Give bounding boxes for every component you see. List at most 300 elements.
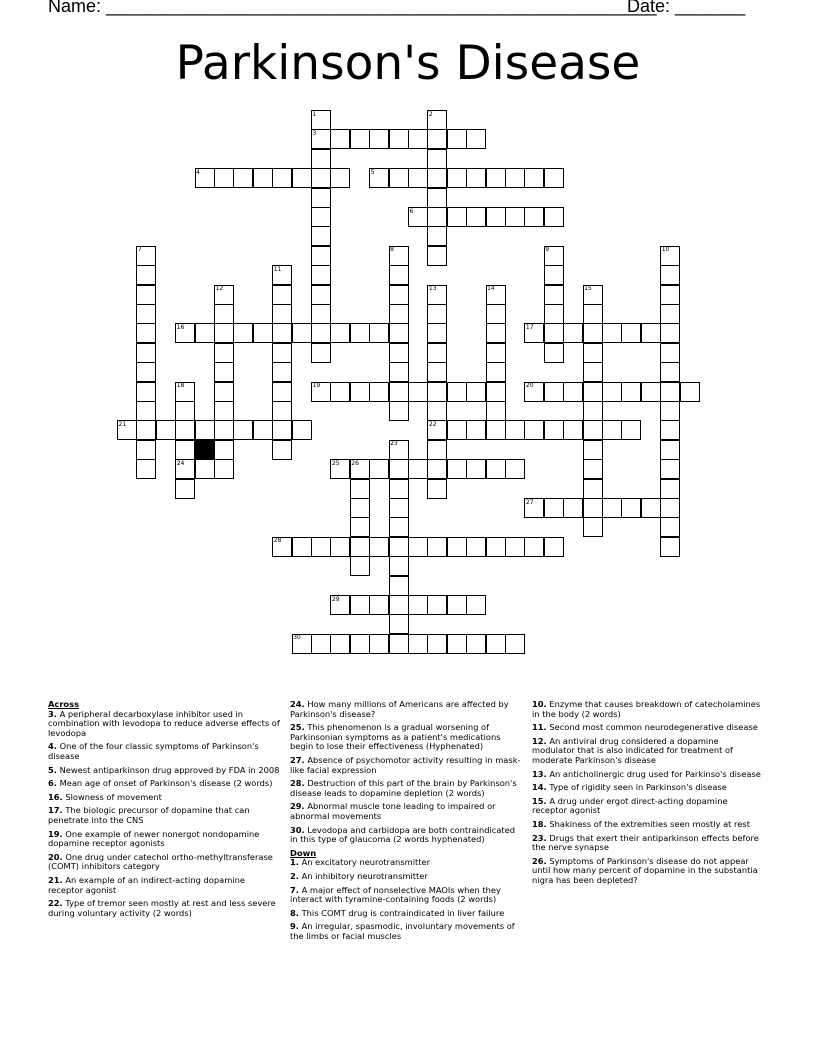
grid-cell[interactable]	[621, 382, 641, 402]
grid-cell[interactable]	[233, 323, 253, 343]
grid-cell[interactable]	[427, 188, 447, 208]
grid-cell[interactable]	[156, 420, 176, 440]
grid-cell[interactable]	[408, 634, 428, 654]
clue-number: 25	[331, 459, 340, 467]
grid-cell[interactable]	[660, 440, 680, 460]
grid-cell[interactable]	[486, 634, 506, 654]
grid-cell[interactable]	[389, 459, 409, 479]
grid-cell[interactable]	[621, 323, 641, 343]
grid-cell[interactable]	[136, 265, 156, 285]
grid-cell[interactable]	[447, 459, 467, 479]
grid-cell[interactable]	[583, 323, 603, 343]
clue-number: 6	[409, 207, 414, 215]
clue-item	[48, 806, 280, 825]
grid-cell[interactable]	[486, 362, 506, 382]
grid-cell[interactable]	[427, 323, 447, 343]
grid-cell[interactable]	[621, 498, 641, 518]
grid-cell[interactable]	[583, 459, 603, 479]
grid-cell[interactable]	[505, 207, 525, 227]
grid-cell[interactable]	[350, 517, 370, 537]
grid-cell[interactable]	[544, 323, 564, 343]
grid-cell[interactable]	[544, 382, 564, 402]
grid-cell[interactable]	[311, 343, 331, 363]
clue-number-label: 15.	[532, 795, 547, 806]
grid-cell[interactable]	[214, 323, 234, 343]
grid-cell[interactable]	[330, 634, 350, 654]
grid-cell[interactable]	[602, 382, 622, 402]
grid-cell[interactable]	[641, 498, 661, 518]
clue-number: 28	[273, 537, 282, 545]
clue-number-label: 5.	[48, 764, 57, 775]
grid-cell[interactable]	[486, 168, 506, 188]
grid-cell[interactable]	[427, 304, 447, 324]
grid-cell[interactable]	[447, 420, 467, 440]
grid-cell[interactable]	[524, 420, 544, 440]
grid-cell[interactable]	[466, 420, 486, 440]
grid-cell[interactable]	[427, 537, 447, 557]
grid-cell[interactable]	[427, 149, 447, 169]
grid-cell[interactable]	[136, 362, 156, 382]
clue-item	[48, 779, 280, 789]
grid-cell[interactable]	[486, 343, 506, 363]
clue-item	[532, 770, 764, 780]
grid-cell[interactable]	[389, 265, 409, 285]
grid-cell[interactable]	[427, 168, 447, 188]
grid-cell[interactable]	[466, 634, 486, 654]
grid-cell[interactable]	[311, 265, 331, 285]
grid-cell[interactable]	[583, 440, 603, 460]
grid-cell[interactable]	[389, 285, 409, 305]
grid-cell[interactable]	[369, 595, 389, 615]
grid-cell[interactable]	[369, 323, 389, 343]
grid-cell[interactable]	[408, 168, 428, 188]
grid-cell[interactable]	[350, 634, 370, 654]
grid-cell[interactable]	[466, 207, 486, 227]
grid-cell[interactable]	[233, 420, 253, 440]
grid-cell[interactable]	[505, 634, 525, 654]
grid-cell[interactable]	[466, 168, 486, 188]
grid-cell[interactable]	[660, 479, 680, 499]
clue-text: Mean age of onset of Parkinson's disease (2 words)	[56, 778, 273, 789]
grid-cell[interactable]	[563, 323, 583, 343]
clue-number-label: 1.	[290, 857, 299, 868]
clue-item	[290, 723, 522, 752]
clue-item	[532, 857, 764, 886]
puzzle-title: Parkinson's Disease	[175, 36, 641, 91]
grid-cell[interactable]	[660, 517, 680, 537]
grid-cell[interactable]	[660, 343, 680, 363]
clue-number-label: 3.	[48, 708, 57, 719]
clue-number: 19	[312, 382, 321, 390]
grid-cell[interactable]	[447, 382, 467, 402]
grid-cell[interactable]	[350, 382, 370, 402]
clue-number-label: 23.	[532, 832, 547, 843]
grid-cell[interactable]	[660, 537, 680, 557]
grid-cell[interactable]	[447, 207, 467, 227]
clue-item	[532, 834, 764, 853]
clue-item	[290, 826, 522, 845]
down-heading: Down	[290, 847, 317, 858]
grid-cell[interactable]	[136, 285, 156, 305]
grid-cell[interactable]	[660, 459, 680, 479]
grid-cell[interactable]	[427, 382, 447, 402]
across-heading: Across	[48, 699, 80, 709]
grid-cell[interactable]	[350, 479, 370, 499]
grid-cell[interactable]	[602, 498, 622, 518]
clue-text: Second most common neurodegenerative disease	[546, 722, 758, 733]
grid-cell[interactable]	[408, 537, 428, 557]
grid-cell[interactable]	[389, 498, 409, 518]
grid-cell[interactable]	[389, 129, 409, 149]
grid-cell[interactable]	[369, 382, 389, 402]
grid-cell[interactable]	[486, 323, 506, 343]
grid-cell[interactable]	[389, 323, 409, 343]
grid-cell[interactable]	[583, 362, 603, 382]
grid-cell[interactable]	[272, 168, 292, 188]
grid-cell[interactable]	[389, 343, 409, 363]
grid-cell[interactable]	[660, 265, 680, 285]
grid-cell[interactable]	[369, 129, 389, 149]
clue-column-2	[290, 700, 522, 945]
grid-cell[interactable]	[486, 382, 506, 402]
grid-cell[interactable]	[389, 401, 409, 421]
grid-cell[interactable]	[660, 420, 680, 440]
grid-cell[interactable]	[195, 323, 215, 343]
grid-cell[interactable]	[447, 537, 467, 557]
grid-cell[interactable]	[427, 401, 447, 421]
grid-cell[interactable]	[272, 343, 292, 363]
grid-cell[interactable]	[311, 304, 331, 324]
grid-cell[interactable]	[563, 420, 583, 440]
clue-number-label: 2.	[290, 870, 299, 881]
grid-cell[interactable]	[486, 304, 506, 324]
grid-cell[interactable]	[660, 362, 680, 382]
clue-column-3	[532, 700, 764, 890]
grid-cell[interactable]	[583, 517, 603, 537]
grid-cell[interactable]	[505, 168, 525, 188]
grid-cell[interactable]	[311, 168, 331, 188]
clue-number-label: 20.	[48, 851, 63, 862]
clue-text: Newest antiparkinson drug approved by FDA in 2008	[56, 764, 280, 775]
grid-cell[interactable]	[175, 401, 195, 421]
clue-text: A major effect of nonselective MAOIs when they interact with tyramine-containing foods (2 words)	[290, 884, 501, 905]
grid-cell[interactable]	[427, 595, 447, 615]
grid-cell[interactable]	[389, 168, 409, 188]
grid-cell[interactable]	[466, 382, 486, 402]
grid-cell[interactable]	[524, 207, 544, 227]
grid-cell[interactable]	[214, 401, 234, 421]
grid-cell[interactable]	[544, 498, 564, 518]
grid-cell[interactable]	[292, 323, 312, 343]
grid-cell[interactable]	[427, 479, 447, 499]
clue-text: Type of rigidity seen in Parkinson's disease	[546, 782, 727, 793]
grid-cell[interactable]	[583, 382, 603, 402]
grid-cell[interactable]	[408, 595, 428, 615]
grid-cell[interactable]	[583, 304, 603, 324]
grid-cell[interactable]	[427, 459, 447, 479]
clue-text: Drugs that exert their antiparkinson effects before the nerve synapse	[532, 832, 759, 853]
grid-cell[interactable]	[369, 634, 389, 654]
grid-cell[interactable]	[136, 420, 156, 440]
grid-cell[interactable]	[272, 382, 292, 402]
clue-number-label: 8.	[290, 907, 299, 918]
grid-cell[interactable]	[311, 246, 331, 266]
grid-cell[interactable]	[389, 634, 409, 654]
clue-text: One of the four classic symptoms of Parkinson's disease	[48, 741, 259, 761]
grid-cell[interactable]	[389, 614, 409, 634]
clue-text: This COMT drug is contraindicated in liver failure	[298, 907, 505, 918]
grid-cell[interactable]	[505, 459, 525, 479]
grid-cell[interactable]	[427, 362, 447, 382]
clue-number-label: 27.	[290, 754, 305, 765]
grid-cell[interactable]	[602, 420, 622, 440]
clue-number-label: 4.	[48, 741, 57, 752]
grid-cell[interactable]	[486, 459, 506, 479]
grid-cell[interactable]	[466, 129, 486, 149]
clue-number-label: 21.	[48, 874, 63, 885]
grid-cell[interactable]	[369, 537, 389, 557]
grid-cell[interactable]	[272, 401, 292, 421]
clue-item	[48, 853, 280, 872]
grid-cell[interactable]	[272, 362, 292, 382]
grid-cell[interactable]	[466, 459, 486, 479]
grid-cell[interactable]	[350, 537, 370, 557]
clue-number: 7	[137, 246, 142, 254]
grid-cell[interactable]	[214, 168, 234, 188]
clue-number-label: 28.	[290, 778, 305, 789]
grid-cell[interactable]	[660, 323, 680, 343]
grid-cell[interactable]	[136, 343, 156, 363]
grid-cell[interactable]	[544, 420, 564, 440]
clue-item	[290, 756, 522, 775]
clue-number-label: 24.	[290, 699, 305, 709]
clue-text: An anticholinergic drug used for Parkinso's disease	[546, 768, 761, 779]
grid-cell[interactable]	[660, 401, 680, 421]
grid-cell[interactable]	[408, 382, 428, 402]
grid-cell[interactable]	[544, 537, 564, 557]
grid-cell[interactable]	[447, 595, 467, 615]
grid-cell[interactable]	[563, 382, 583, 402]
grid-cell[interactable]	[253, 323, 273, 343]
grid-cell[interactable]	[583, 479, 603, 499]
clue-text: This phenomenon is a gradual worsening of Parkinsonian symptoms as a patient's medications begin to lose their effectiveness (Hyphenated)	[290, 722, 501, 752]
clue-item	[290, 700, 522, 719]
clue-number: 16	[176, 323, 185, 331]
name-field: Name: _______________________________________________________	[48, 0, 657, 16]
grid-cell[interactable]	[466, 537, 486, 557]
grid-cell[interactable]	[389, 595, 409, 615]
grid-cell[interactable]	[486, 420, 506, 440]
grid-cell[interactable]	[272, 304, 292, 324]
grid-cell[interactable]	[524, 537, 544, 557]
grid-cell[interactable]	[330, 382, 350, 402]
grid-cell[interactable]	[427, 207, 447, 227]
clue-number: 12	[215, 285, 224, 293]
grid-cell[interactable]	[408, 459, 428, 479]
grid-cell[interactable]	[486, 401, 506, 421]
grid-cell[interactable]	[175, 479, 195, 499]
clue-text: Abnormal muscle tone leading to impaired or abnormal movements	[290, 801, 496, 821]
grid-cell[interactable]	[214, 304, 234, 324]
grid-cell[interactable]	[641, 323, 661, 343]
grid-cell[interactable]	[214, 343, 234, 363]
grid-cell[interactable]	[544, 343, 564, 363]
clue-text: An antiviral drug considered a dopamine modulator that is also indicated for treatment of moderate Parkinson's disease	[532, 735, 733, 765]
grid-cell[interactable]	[311, 226, 331, 246]
clue-number: 14	[487, 285, 495, 293]
clue-number: 27	[525, 498, 534, 506]
clue-column-1	[48, 700, 280, 922]
grid-cell[interactable]	[136, 459, 156, 479]
grid-cell[interactable]	[544, 168, 564, 188]
clue-text: Levodopa and carbidopa are both contraindicated in this type of glaucoma (2 words hyphenated)	[290, 824, 516, 845]
clue-item	[532, 723, 764, 733]
grid-cell[interactable]	[350, 556, 370, 576]
grid-cell[interactable]	[389, 517, 409, 537]
grid-cell[interactable]	[389, 382, 409, 402]
grid-cell[interactable]	[214, 440, 234, 460]
grid-cell[interactable]	[311, 323, 331, 343]
grid-cell[interactable]	[389, 304, 409, 324]
grid-cell[interactable]	[389, 362, 409, 382]
grid-cell[interactable]	[272, 285, 292, 305]
grid-cell[interactable]	[330, 323, 350, 343]
clue-item	[532, 783, 764, 793]
clue-number-label: 22.	[48, 898, 63, 909]
grid-cell[interactable]	[214, 362, 234, 382]
grid-cell[interactable]	[311, 285, 331, 305]
grid-cell[interactable]	[253, 420, 273, 440]
grid-cell[interactable]	[330, 168, 350, 188]
grid-cell[interactable]	[389, 556, 409, 576]
grid-cell[interactable]	[311, 537, 331, 557]
clue-item	[290, 802, 522, 821]
grid-cell[interactable]	[272, 420, 292, 440]
grid-cell[interactable]	[311, 188, 331, 208]
grid-cell[interactable]	[350, 498, 370, 518]
grid-cell[interactable]	[195, 420, 215, 440]
grid-cell[interactable]	[660, 382, 680, 402]
clue-item	[290, 909, 522, 919]
grid-cell[interactable]	[602, 323, 622, 343]
grid-cell[interactable]	[563, 498, 583, 518]
grid-cell[interactable]	[389, 537, 409, 557]
grid-cell[interactable]	[350, 323, 370, 343]
grid-cell[interactable]	[272, 323, 292, 343]
grid-cell[interactable]	[486, 537, 506, 557]
grid-cell[interactable]	[427, 246, 447, 266]
grid-cell[interactable]	[330, 537, 350, 557]
grid-cell[interactable]	[583, 401, 603, 421]
clue-number-label: 18.	[532, 818, 547, 829]
clue-number-label: 6.	[48, 778, 57, 789]
grid-cell[interactable]	[544, 265, 564, 285]
grid-cell[interactable]	[660, 304, 680, 324]
grid-cell[interactable]	[136, 304, 156, 324]
grid-cell[interactable]	[253, 168, 273, 188]
grid-cell[interactable]	[447, 129, 467, 149]
grid-cell[interactable]	[427, 343, 447, 363]
grid-cell[interactable]	[350, 129, 370, 149]
grid-cell[interactable]	[680, 382, 700, 402]
grid-cell[interactable]	[583, 343, 603, 363]
clue-item	[48, 899, 280, 918]
grid-cell[interactable]	[544, 207, 564, 227]
clue-number-label: 26.	[532, 855, 547, 866]
grid-cell[interactable]	[447, 634, 467, 654]
clue-text: One drug under catechol ortho-methyltransferase (COMT) inhibitors category	[48, 851, 273, 872]
grid-cell[interactable]	[311, 634, 331, 654]
grid-cell[interactable]	[292, 537, 312, 557]
grid-cell[interactable]	[427, 129, 447, 149]
clue-number-label: 30.	[290, 824, 305, 835]
grid-cell[interactable]	[136, 401, 156, 421]
grid-cell[interactable]	[427, 440, 447, 460]
grid-cell[interactable]	[136, 440, 156, 460]
grid-cell[interactable]	[350, 595, 370, 615]
grid-cell[interactable]	[660, 285, 680, 305]
grid-cell[interactable]	[214, 420, 234, 440]
grid-cell[interactable]	[389, 479, 409, 499]
grid-cell[interactable]	[311, 149, 331, 169]
grid-cell[interactable]	[175, 440, 195, 460]
grid-cell[interactable]	[641, 382, 661, 402]
grid-cell[interactable]	[505, 420, 525, 440]
clue-number: 26	[351, 459, 359, 467]
grid-cell[interactable]	[544, 304, 564, 324]
grid-cell[interactable]	[233, 168, 253, 188]
clue-text: How many millions of Americans are affected by Parkinson's disease?	[290, 699, 509, 719]
grid-cell[interactable]	[466, 595, 486, 615]
clue-number: 23	[390, 440, 398, 448]
grid-cell[interactable]	[621, 420, 641, 440]
grid-cell[interactable]	[292, 168, 312, 188]
grid-cell[interactable]	[136, 323, 156, 343]
clue-item	[290, 872, 522, 882]
grid-cell[interactable]	[524, 168, 544, 188]
grid-cell[interactable]	[583, 420, 603, 440]
grid-cell[interactable]	[292, 420, 312, 440]
clue-number: 10	[661, 246, 670, 254]
clue-text: A peripheral decarboxylase inhibitor used in combination with levodopa to reduce adverse effects of levodopa	[48, 708, 280, 738]
grid-cell[interactable]	[175, 420, 195, 440]
grid-cell[interactable]	[447, 168, 467, 188]
grid-cell[interactable]	[136, 382, 156, 402]
clue-number: 3	[312, 129, 317, 137]
grid-cell[interactable]	[544, 285, 564, 305]
grid-cell[interactable]	[427, 226, 447, 246]
grid-cell[interactable]	[486, 207, 506, 227]
clue-text: An excitatory neurotransmitter	[298, 857, 431, 868]
clue-number: 17	[525, 323, 534, 331]
clue-item	[290, 858, 522, 868]
grid-cell[interactable]	[214, 459, 234, 479]
grid-cell[interactable]	[583, 498, 603, 518]
grid-cell[interactable]	[369, 459, 389, 479]
grid-cell[interactable]	[195, 459, 215, 479]
grid-cell[interactable]	[660, 498, 680, 518]
grid-cell[interactable]	[330, 129, 350, 149]
grid-cell[interactable]	[311, 207, 331, 227]
grid-cell[interactable]	[214, 382, 234, 402]
clue-number: 22	[428, 420, 437, 428]
grid-cell[interactable]	[505, 537, 525, 557]
grid-cell[interactable]	[427, 634, 447, 654]
grid-cell[interactable]	[408, 129, 428, 149]
clue-text: Type of tremor seen mostly at rest and less severe during voluntary activity (2 words)	[48, 898, 276, 918]
grid-cell[interactable]	[272, 440, 292, 460]
grid-cell[interactable]	[389, 576, 409, 596]
